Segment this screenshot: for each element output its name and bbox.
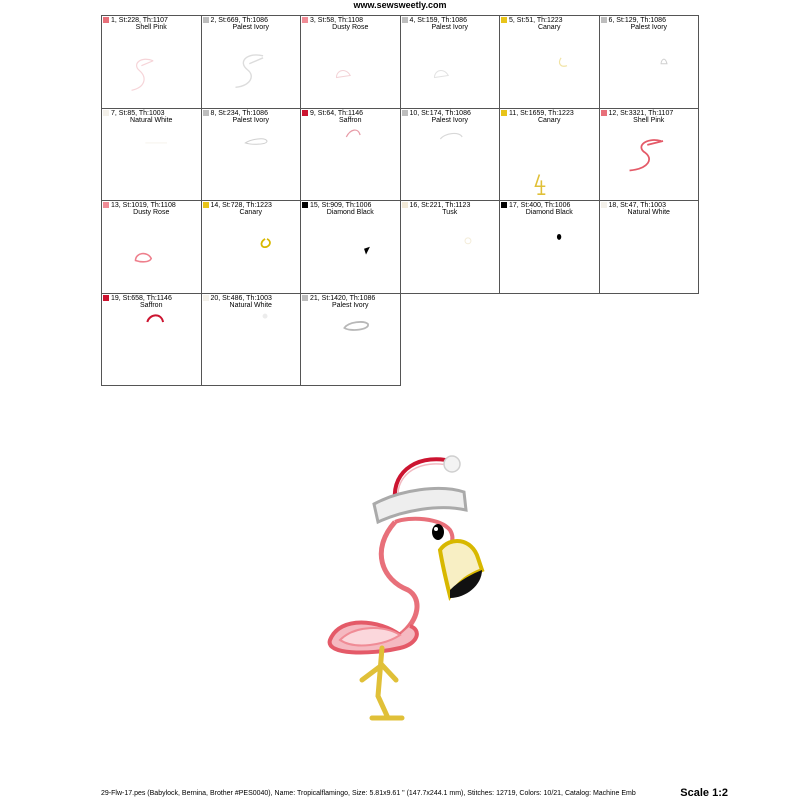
color-block-5 [500, 16, 600, 109]
thread-swatch [103, 295, 109, 301]
color-block-12 [600, 109, 700, 202]
block-info: 20, St:486, Th:1003 [210, 294, 272, 302]
thread-swatch [203, 17, 209, 23]
thread-swatch [501, 110, 507, 116]
thread-name: Natural White [130, 116, 173, 124]
color-block-7 [102, 109, 202, 202]
flamingo-leg [362, 648, 396, 718]
thread-name: Shell Pink [633, 116, 665, 124]
design-info-footer: 29-Flw-17.pes (Babylock, Bernina, Brother #PES0040), Name: Tropicalflamingo, Size: 5.81x9.61 " (147.7x244.1 mm), Stitches: 12719, Colors: 10/21, Catalog: Machine Emb [101, 790, 636, 797]
color-block-6 [600, 16, 700, 109]
color-block-grid [101, 15, 699, 386]
color-block-3 [301, 16, 401, 109]
thread-swatch [402, 110, 408, 116]
color-block-4 [401, 16, 501, 109]
block-info: 8, St:234, Th:1086 [210, 109, 268, 117]
thread-name: Saffron [339, 116, 362, 124]
block-info: 4, St:159, Th:1086 [409, 17, 467, 24]
thread-name: Natural White [627, 209, 670, 216]
thread-name: Saffron [140, 301, 163, 309]
thread-name: Canary [239, 209, 263, 216]
block-info: 5, St:51, Th:1223 [509, 17, 563, 24]
color-block-15 [301, 201, 401, 294]
thread-swatch [302, 202, 308, 208]
thread-name: Natural White [229, 301, 272, 309]
color-block-19 [102, 294, 202, 387]
thread-name: Diamond Black [326, 209, 374, 216]
thread-swatch [501, 202, 507, 208]
color-block-20 [202, 294, 302, 387]
thread-name: Palest Ivory [431, 116, 469, 124]
thread-name: Palest Ivory [232, 24, 270, 31]
flamingo-design-preview [300, 440, 520, 740]
thread-swatch [302, 110, 308, 116]
thread-swatch [103, 110, 109, 116]
thread-swatch [501, 17, 507, 23]
thread-name: Palest Ivory [232, 116, 270, 124]
block-info: 16, St:221, Th:1123 [409, 202, 471, 209]
block-info: 15, St:909, Th:1006 [310, 202, 372, 209]
block-info: 14, St:728, Th:1223 [210, 202, 272, 209]
block-info: 3, St:58, Th:1108 [310, 17, 364, 24]
block-info: 19, St:658, Th:1146 [111, 294, 172, 302]
block-info: 10, St:174, Th:1086 [409, 109, 471, 117]
thread-swatch [103, 202, 109, 208]
block-info: 11, St:1659, Th:1223 [509, 109, 574, 117]
block-info: 21, St:1420, Th:1086 [310, 294, 376, 302]
thread-name: Canary [537, 24, 561, 31]
flamingo-eye [432, 524, 444, 540]
site-header: www.sewsweetly.com [353, 0, 447, 10]
thread-name: Palest Ivory [431, 24, 469, 31]
block-info: 2, St:669, Th:1086 [210, 17, 268, 24]
pom-pom [444, 456, 460, 472]
color-block-1 [102, 16, 202, 109]
color-block-8 [202, 109, 302, 202]
thread-name: Dusty Rose [133, 209, 170, 216]
thread-swatch [402, 202, 408, 208]
color-block-9 [301, 109, 401, 202]
thread-swatch [203, 202, 209, 208]
block-info: 7, St:85, Th:1003 [111, 109, 165, 117]
thread-swatch [302, 295, 308, 301]
thread-name: Shell Pink [135, 24, 167, 31]
thread-swatch [601, 202, 607, 208]
color-block-2 [202, 16, 302, 109]
thread-swatch [402, 17, 408, 23]
thread-name: Palest Ivory [630, 24, 668, 31]
color-block-17 [500, 201, 600, 294]
color-block-18 [600, 201, 700, 294]
thread-name: Palest Ivory [331, 301, 369, 309]
thread-swatch [203, 110, 209, 116]
block-info: 9, St:64, Th:1146 [310, 109, 364, 117]
color-block-10 [401, 109, 501, 202]
thread-swatch [203, 295, 209, 301]
flamingo-neck [381, 522, 417, 635]
block-info: 1, St:228, Th:1107 [111, 17, 168, 24]
thread-swatch [103, 17, 109, 23]
color-block-21 [301, 294, 401, 387]
thread-swatch [601, 110, 607, 116]
color-block-14 [202, 201, 302, 294]
thread-name: Tusk [442, 209, 458, 216]
thread-name: Diamond Black [525, 209, 573, 216]
eye-highlight [434, 527, 438, 531]
scale-label: Scale 1:2 [680, 787, 728, 799]
block-info: 18, St:47, Th:1003 [608, 202, 666, 209]
block-info: 6, St:129, Th:1086 [608, 17, 666, 24]
color-block-11 [500, 109, 600, 202]
thread-name: Canary [537, 116, 561, 124]
thread-name: Dusty Rose [332, 24, 369, 31]
thread-swatch [601, 17, 607, 23]
block-info: 12, St:3321, Th:1107 [608, 109, 674, 117]
block-info: 17, St:400, Th:1006 [509, 202, 571, 209]
color-block-13 [102, 201, 202, 294]
thread-swatch [302, 17, 308, 23]
color-block-16 [401, 201, 501, 294]
block-info: 13, St:1019, Th:1108 [111, 202, 176, 209]
